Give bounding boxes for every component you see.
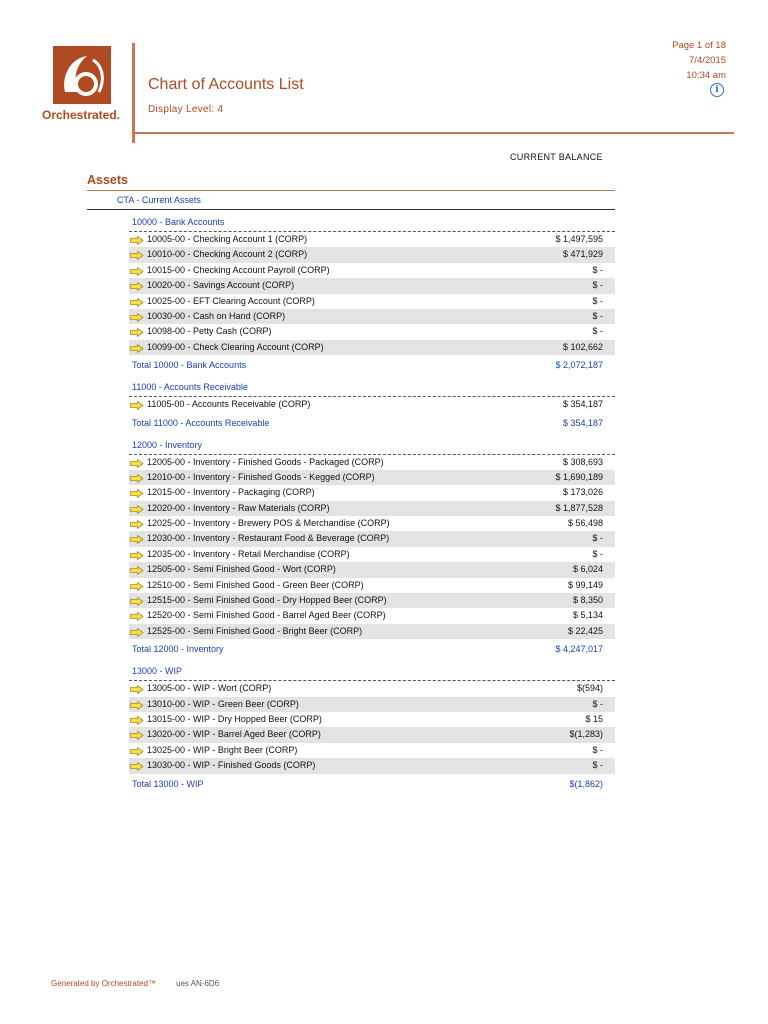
logo-mark-icon bbox=[53, 46, 111, 104]
account-row[interactable] bbox=[129, 340, 615, 355]
arrow-right-icon[interactable] bbox=[130, 297, 144, 306]
account-row[interactable] bbox=[129, 712, 615, 727]
account-label: 13010-00 - WIP - Green Beer (CORP) bbox=[147, 698, 299, 709]
arrow-right-icon[interactable] bbox=[130, 519, 144, 528]
group-total-label: Total 13000 - WIP bbox=[132, 778, 204, 789]
account-label: 10098-00 - Petty Cash (CORP) bbox=[147, 326, 272, 337]
account-row[interactable] bbox=[129, 608, 615, 623]
arrow-right-icon[interactable] bbox=[130, 700, 144, 709]
group-total-amount: $(1,862) bbox=[569, 778, 603, 789]
account-row[interactable] bbox=[129, 485, 615, 500]
account-balance: $ - bbox=[592, 533, 603, 544]
account-label: 11005-00 - Accounts Receivable (CORP) bbox=[147, 399, 311, 410]
header-horizontal-rule bbox=[132, 132, 734, 134]
account-label: 12005-00 - Inventory - Finished Goods - Packaged (CORP) bbox=[147, 456, 384, 467]
group-total-label: Total 12000 - Inventory bbox=[132, 644, 224, 655]
group-total-amount: $ 354,187 bbox=[562, 417, 603, 428]
account-label: 12030-00 - Inventory - Restaurant Food & Beverage (CORP) bbox=[147, 533, 390, 544]
account-label: 12010-00 - Inventory - Finished Goods - Kegged (CORP) bbox=[147, 471, 375, 482]
account-balance: $ 99,149 bbox=[567, 579, 603, 590]
account-groups bbox=[129, 213, 615, 794]
account-row[interactable] bbox=[129, 397, 615, 412]
group-total-row[interactable] bbox=[129, 639, 615, 659]
account-row[interactable] bbox=[129, 294, 615, 309]
arrow-right-icon[interactable] bbox=[130, 473, 144, 482]
arrow-right-icon[interactable] bbox=[130, 715, 144, 724]
arrow-right-icon[interactable] bbox=[130, 266, 144, 275]
account-row[interactable] bbox=[129, 455, 615, 470]
orchestrated-logo bbox=[32, 46, 130, 126]
account-balance: $ 1,690,189 bbox=[555, 471, 603, 482]
account-balance: $ 1,497,595 bbox=[555, 234, 603, 244]
info-icon[interactable]: i bbox=[710, 83, 724, 97]
account-balance: $(594) bbox=[576, 683, 603, 694]
group-total-label: Total 11000 - Accounts Receivable bbox=[132, 417, 270, 428]
account-balance: $ 15 bbox=[585, 713, 603, 724]
account-balance: $ 173,026 bbox=[562, 487, 603, 498]
account-row[interactable] bbox=[129, 470, 615, 485]
account-label: 12035-00 - Inventory - Retail Merchandise (CORP) bbox=[147, 548, 350, 559]
group-total-amount: $ 4,247,017 bbox=[555, 644, 603, 655]
account-balance: $ 8,350 bbox=[572, 595, 603, 606]
arrow-right-icon[interactable] bbox=[130, 746, 144, 755]
account-label: 12020-00 - Inventory - Raw Materials (CORP) bbox=[147, 502, 330, 513]
account-balance: $ 6,024 bbox=[572, 564, 603, 575]
account-balance: $ 22,425 bbox=[567, 625, 603, 636]
group-title[interactable]: 11000 - Accounts Receivable bbox=[129, 378, 615, 397]
section-title: Assets bbox=[87, 170, 615, 191]
account-row[interactable] bbox=[129, 578, 615, 593]
account-label: 12505-00 - Semi Finished Good - Wort (CORP) bbox=[147, 564, 336, 575]
account-row[interactable] bbox=[129, 232, 615, 247]
arrow-right-icon[interactable] bbox=[130, 504, 144, 513]
account-row[interactable] bbox=[129, 681, 615, 696]
page-title: Chart of Accounts List bbox=[148, 76, 304, 93]
account-row[interactable] bbox=[129, 697, 615, 712]
arrow-right-icon[interactable] bbox=[130, 343, 144, 352]
account-label: 12510-00 - Semi Finished Good - Green Beer (CORP) bbox=[147, 579, 364, 590]
account-label: 10030-00 - Cash on Hand (CORP) bbox=[147, 310, 286, 321]
report-date: 7/4/2015 bbox=[689, 55, 726, 66]
arrow-right-icon[interactable] bbox=[130, 327, 144, 336]
account-balance: $ 102,662 bbox=[562, 341, 603, 352]
account-label: 13025-00 - WIP - Bright Beer (CORP) bbox=[147, 744, 298, 755]
arrow-right-icon[interactable] bbox=[130, 581, 144, 590]
account-balance: $ - bbox=[592, 326, 603, 337]
account-label: 10099-00 - Check Clearing Account (CORP) bbox=[147, 341, 324, 352]
arrow-right-icon[interactable] bbox=[130, 312, 144, 321]
report-meta bbox=[672, 38, 726, 83]
arrow-right-icon[interactable] bbox=[130, 458, 144, 467]
account-row[interactable] bbox=[129, 531, 615, 546]
account-row[interactable] bbox=[129, 516, 615, 531]
arrow-right-icon[interactable] bbox=[130, 730, 144, 739]
footer-code: ues AN-6D6 bbox=[176, 979, 220, 988]
account-label: 13015-00 - WIP - Dry Hopped Beer (CORP) bbox=[147, 713, 322, 724]
account-row[interactable] bbox=[129, 247, 615, 262]
account-row[interactable] bbox=[129, 501, 615, 516]
account-label: 13030-00 - WIP - Finished Goods (CORP) bbox=[147, 760, 316, 771]
account-class-title[interactable]: CTA - Current Assets bbox=[87, 191, 615, 210]
arrow-right-icon[interactable] bbox=[130, 684, 144, 693]
account-row[interactable] bbox=[129, 624, 615, 639]
account-row[interactable] bbox=[129, 758, 615, 773]
page-number: Page 1 of 18 bbox=[672, 40, 726, 51]
account-label: 12015-00 - Inventory - Packaging (CORP) bbox=[147, 487, 315, 498]
group-total-row[interactable] bbox=[129, 355, 615, 375]
group-title[interactable]: 12000 - Inventory bbox=[129, 436, 615, 455]
account-label: 10015-00 - Checking Account Payroll (CORP) bbox=[147, 264, 330, 275]
account-balance: $ 308,693 bbox=[562, 456, 603, 467]
arrow-right-icon[interactable] bbox=[130, 596, 144, 605]
account-balance: $ 5,134 bbox=[572, 610, 603, 621]
account-balance: $ 1,877,528 bbox=[555, 502, 603, 513]
account-balance: $ 354,187 bbox=[562, 399, 603, 410]
group-title[interactable]: 13000 - WIP bbox=[129, 662, 615, 681]
arrow-right-icon[interactable] bbox=[130, 250, 144, 259]
account-balance: $ 56,498 bbox=[567, 518, 603, 529]
account-row[interactable] bbox=[129, 278, 615, 293]
account-row[interactable] bbox=[129, 743, 615, 758]
report-time: 10:34 am bbox=[686, 70, 726, 81]
group-total-row[interactable] bbox=[129, 413, 615, 433]
account-row[interactable] bbox=[129, 324, 615, 339]
account-label: 10010-00 - Checking Account 2 (CORP) bbox=[147, 249, 308, 260]
account-balance: $ - bbox=[592, 698, 603, 709]
account-label: 10025-00 - EFT Clearing Account (CORP) bbox=[147, 295, 315, 306]
group-total-row[interactable] bbox=[129, 774, 615, 794]
account-row[interactable] bbox=[129, 562, 615, 577]
arrow-right-icon[interactable] bbox=[130, 400, 144, 409]
arrow-right-icon[interactable] bbox=[130, 235, 144, 244]
account-label: 10020-00 - Savings Account (CORP) bbox=[147, 280, 295, 291]
account-balance: $ - bbox=[592, 744, 603, 755]
account-row[interactable] bbox=[129, 727, 615, 742]
arrow-right-icon[interactable] bbox=[130, 550, 144, 559]
account-label: 12515-00 - Semi Finished Good - Dry Hopped Beer (CORP) bbox=[147, 595, 387, 606]
arrow-right-icon[interactable] bbox=[130, 281, 144, 290]
arrow-right-icon[interactable] bbox=[130, 611, 144, 620]
account-label: 13020-00 - WIP - Barrel Aged Beer (CORP) bbox=[147, 729, 321, 740]
logo-text: Orchestrated. bbox=[41, 108, 121, 122]
account-balance: $ - bbox=[592, 548, 603, 559]
account-row[interactable] bbox=[129, 547, 615, 562]
account-balance: $ - bbox=[592, 760, 603, 771]
account-label: 12520-00 - Semi Finished Good - Barrel Aged Beer (CORP) bbox=[147, 610, 386, 621]
report-body bbox=[87, 170, 615, 794]
group-title[interactable]: 10000 - Bank Accounts bbox=[129, 213, 615, 232]
footer-generated-by: Generated by Orchestrated™ bbox=[51, 979, 156, 988]
account-label: 12525-00 - Semi Finished Good - Bright Beer (CORP) bbox=[147, 625, 363, 636]
account-label: 10005-00 - Checking Account 1 (CORP) bbox=[147, 234, 308, 244]
account-balance: $(1,283) bbox=[569, 729, 603, 740]
arrow-right-icon[interactable] bbox=[130, 761, 144, 770]
column-header-current-balance: CURRENT BALANCE bbox=[510, 152, 603, 162]
account-row[interactable] bbox=[129, 263, 615, 278]
group-total-amount: $ 2,072,187 bbox=[555, 360, 603, 371]
account-balance: $ - bbox=[592, 295, 603, 306]
arrow-right-icon[interactable] bbox=[130, 627, 144, 636]
display-level: Display Level: 4 bbox=[148, 104, 224, 115]
account-row[interactable] bbox=[129, 593, 615, 608]
account-balance: $ - bbox=[592, 310, 603, 321]
header-vertical-rule bbox=[132, 43, 135, 143]
account-label: 12025-00 - Inventory - Brewery POS & Merchandise (CORP) bbox=[147, 518, 390, 529]
account-balance: $ - bbox=[592, 280, 603, 291]
account-balance: $ 471,929 bbox=[562, 249, 603, 260]
arrow-right-icon[interactable] bbox=[130, 488, 144, 497]
account-label: 13005-00 - WIP - Wort (CORP) bbox=[147, 683, 272, 694]
arrow-right-icon[interactable] bbox=[130, 565, 144, 574]
account-row[interactable] bbox=[129, 309, 615, 324]
group-total-label: Total 10000 - Bank Accounts bbox=[132, 360, 247, 371]
account-balance: $ - bbox=[592, 264, 603, 275]
arrow-right-icon[interactable] bbox=[130, 534, 144, 543]
